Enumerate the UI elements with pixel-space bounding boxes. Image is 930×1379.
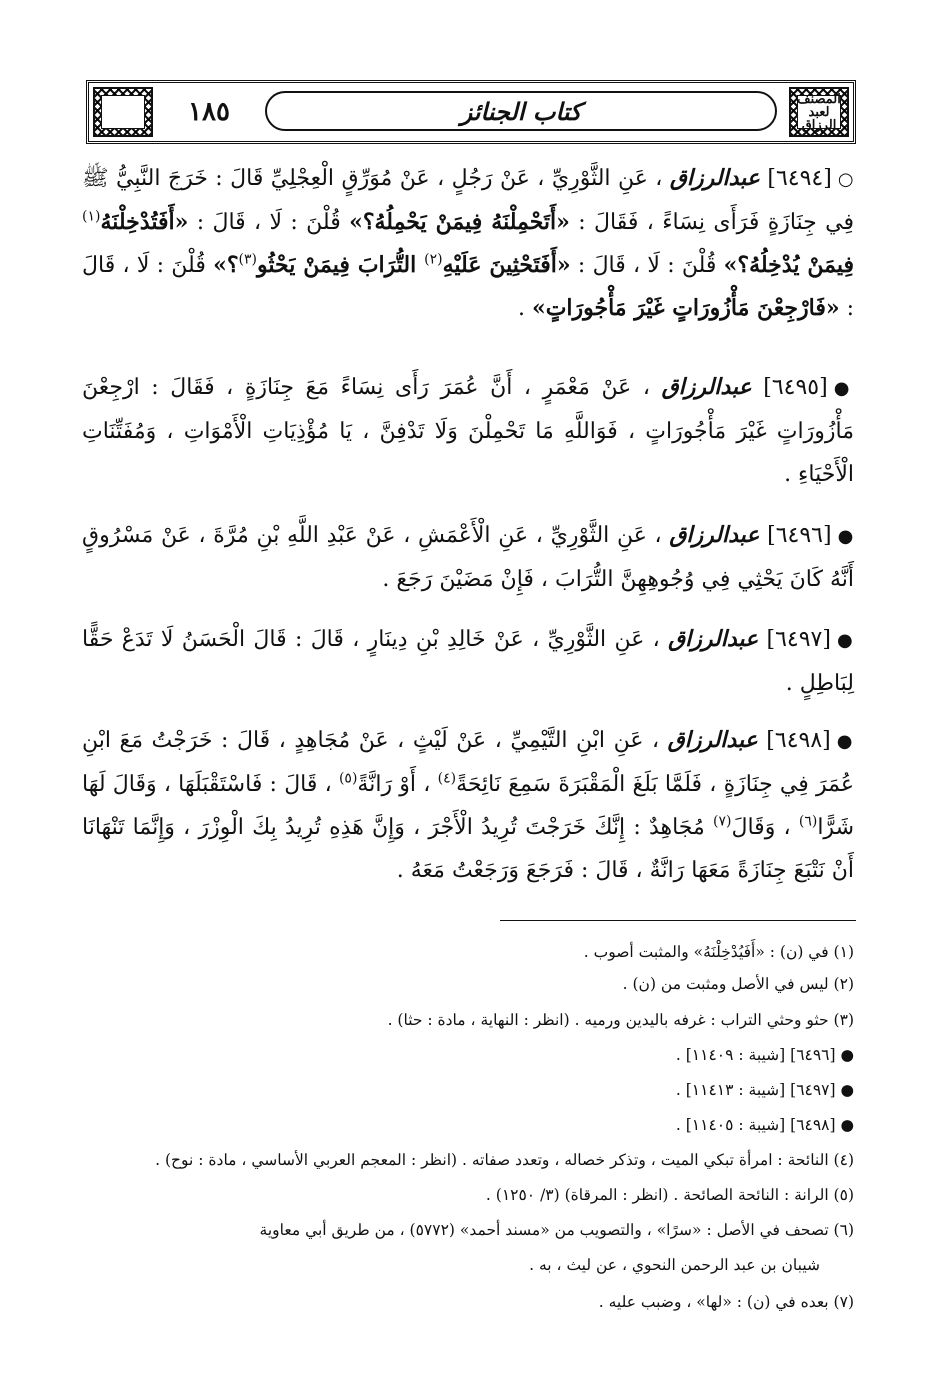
entry-text: قُلْنَ : لَا ، قَالَ : bbox=[188, 210, 350, 235]
narrator-name: عبدالرزاق bbox=[668, 626, 759, 652]
page-number: ١٨٥ bbox=[188, 97, 230, 127]
footnote-ref: (٣) bbox=[238, 251, 258, 268]
narrator-name: عبدالرزاق bbox=[661, 374, 752, 400]
quoted-text: ؟» bbox=[213, 252, 239, 278]
footnote-ref: (٤) bbox=[437, 770, 457, 787]
entry-number: [٦٤٩٥] bbox=[763, 375, 828, 400]
chapter-title: كتاب الجنائز bbox=[460, 96, 582, 126]
footnote-ref: (٦) bbox=[798, 813, 818, 830]
footnote-ref: (٧) bbox=[713, 813, 732, 830]
entry-number: [٦٤٩٧] bbox=[766, 627, 831, 652]
hadith-entry-6496 bbox=[82, 514, 854, 601]
entry-marker: ● bbox=[836, 630, 854, 651]
footnote-ref: (٢) bbox=[424, 251, 443, 268]
header-emblem bbox=[789, 87, 849, 137]
page-header bbox=[86, 80, 856, 144]
footnote: (٣) حثو وحثي التراب : غرفه باليدين ورميه . (انظر : النهاية ، مادة : حثا) . bbox=[387, 1011, 854, 1029]
chapter-banner bbox=[265, 91, 777, 131]
entry-number: [٦٤٩٤] bbox=[767, 166, 832, 191]
quoted-text: «أَفَتُدْخِلْنَهُ bbox=[100, 209, 189, 235]
entry-text: . bbox=[517, 296, 532, 321]
footnote: (١) في (ن) : «أَفَيُدْخِلْنَهُ» والمثبت أصوب . bbox=[583, 943, 854, 961]
entry-text: ، عَنِ ابْنِ التَّيْمِيِّ ، عَنْ لَيْثٍ ، عَنْ مُجَاهِدٍ ، قَالَ : خَرَجْتُ مَعَ ابْنِ عُمَرَ فِي جِنَازَةٍ ، فَلَمَّا بَلَغَ الْمَقْبَرَةَ سَمِعَ نَائِحَةً bbox=[82, 728, 854, 797]
entry-text: ، أَوْ رَانَّةً bbox=[357, 772, 438, 797]
narrator-name: عبدالرزاق bbox=[669, 165, 760, 191]
footnote: (٥) الرانة : النائحة الصائحة . (انظر : المرقاة) (٣/ ١٢٥٠) . bbox=[485, 1186, 854, 1204]
footnote-divider bbox=[500, 920, 856, 921]
quoted-text: فِيمَنْ يُدْخِلُهُ؟» bbox=[723, 252, 854, 278]
footnote-continuation: شيبان بن عبد الرحمن النحوي ، عن ليث ، به . bbox=[529, 1256, 820, 1274]
entry-marker: ● bbox=[837, 526, 854, 547]
entry-number: [٦٤٩٨] bbox=[766, 728, 831, 753]
footnote: (٤) النائحة : امرأة تبكي الميت ، وتذكر خصاله ، وتعدد صفاته . (انظر : المعجم العربي الأساسي ، مادة : نوح) . bbox=[155, 1151, 854, 1169]
entry-marker: ○ bbox=[837, 169, 854, 190]
hadith-entry-6494 bbox=[82, 157, 854, 330]
narrator-name: عبدالرزاق bbox=[667, 727, 758, 753]
narrator-name: عبدالرزاق bbox=[669, 522, 760, 548]
header-ornament bbox=[93, 87, 153, 137]
entry-text: مُجَاهِدٌ : إِنَّكَ خَرَجْتَ تُرِيدُ الْأَجْرَ ، وَإِنَّ هَذِهِ تُرِيدُ بِكَ الْوِزْرَ ، وَإِنَّمَا تَنْهَانَا أَنْ نَتْبَعَ جِنَازَةً مَعَهَا رَانَّةٌ ، قَالَ : فَرَجَعَ وَرَجَعْتُ مَعَهُ . bbox=[82, 815, 854, 883]
quoted-text: التُّرَابَ فِيمَنْ يَحْثُو bbox=[257, 252, 425, 278]
footnote: (٦) تصحف في الأصل : «سرًا» ، والتصويب من «مسند أحمد» (٥٧٧٢) ، من طريق أبي معاوية bbox=[259, 1221, 854, 1239]
source-reference: ● [٦٤٩٨] [شيبة : ١١٤٠٥] . bbox=[675, 1116, 854, 1134]
hadith-entry-6498 bbox=[82, 719, 854, 892]
entry-text: ، عَنِ الثَّوْرِيِّ ، عَنْ خَالِدِ بْنِ دِينَارٍ ، قَالَ : قَالَ الْحَسَنُ لَا تَدَعْ حَقًّا لِبَاطِلٍ . bbox=[82, 627, 854, 696]
quoted-text: «أَفَتَحْثِينَ عَلَيْهِ bbox=[442, 252, 571, 278]
entry-marker: ● bbox=[833, 378, 855, 399]
entry-text: ، عَنْ مَعْمَرٍ ، أَنَّ عُمَرَ رَأَى نِسَاءً مَعَ جِنَازَةٍ ، فَقَالَ : ارْجِعْنَ مَأْزُورَاتٍ غَيْرَ مَأْجُورَاتٍ ، فَوَاللَّهِ مَا تَحْمِلْنَ وَلَا تَدْفِنَّ ، يَا مُؤْذِيَاتِ الْأَمْوَاتِ ، وَمُفَتِّنَاتِ الْأَحْيَاءِ . bbox=[82, 375, 854, 487]
entry-text: ، عَنِ الثَّوْرِيِّ ، عَنْ رَجُلٍ ، عَنْ مُوَرِّقٍ الْعِجْلِيِّ قَالَ : خَرَجَ النَّبِيُّ ﷺ فِي جِنَازَةٍ فَرَأَى نِسَاءً ، فَقَالَ : bbox=[82, 166, 854, 235]
entry-text: ، عَنِ الثَّوْرِيِّ ، عَنِ الْأَعْمَشِ ، عَنْ عَبْدِ اللَّهِ بْنِ مُرَّةَ ، عَنْ مَسْرُوقٍ أَنَّهُ كَانَ يَحْثِي فِي وُجُوهِهِنَّ التُّرَابَ ، فَإِنْ مَضَيْنَ رَجَعَ . bbox=[82, 523, 854, 592]
header-emblem-text: المصنف لعبد الرزاق bbox=[797, 91, 841, 133]
entry-text: ، وَقَالَ bbox=[731, 815, 799, 840]
source-reference: ● [٦٤٩٧] [شيبة : ١١٤١٣] . bbox=[675, 1081, 854, 1099]
entry-text: قُلْنَ : لَا ، قَالَ : bbox=[570, 253, 724, 278]
entry-number: [٦٤٩٦] bbox=[767, 523, 832, 548]
entry-text: ، قَالَ : فَاسْتَقْبَلَهَا ، وَقَالَ لَهَا شَرًّا bbox=[82, 772, 854, 840]
hadith-entry-6497 bbox=[82, 618, 854, 705]
footnote: (٢) ليس في الأصل ومثبت من (ن) . bbox=[622, 975, 854, 993]
footnote: (٧) بعده في (ن) : «لها» ، وضبب عليه . bbox=[598, 1293, 854, 1311]
entry-marker: ● bbox=[836, 731, 854, 752]
footnote-ref: (٥) bbox=[338, 770, 358, 787]
entry-text: قُلْنَ : لَا ، قَالَ : bbox=[82, 253, 854, 321]
hadith-entry-6495 bbox=[82, 366, 854, 496]
footnote-ref: (١) bbox=[82, 208, 101, 225]
source-reference: ● [٦٤٩٦] [شيبة : ١١٤٠٩] . bbox=[675, 1046, 854, 1064]
quoted-text: «أَتَحْمِلْنَهُ فِيمَنْ يَحْمِلُهُ؟» bbox=[349, 209, 570, 235]
quoted-text: «فَارْجِعْنَ مَأْزُورَاتٍ غَيْرَ مَأْجُورَاتٍ» bbox=[531, 295, 840, 321]
